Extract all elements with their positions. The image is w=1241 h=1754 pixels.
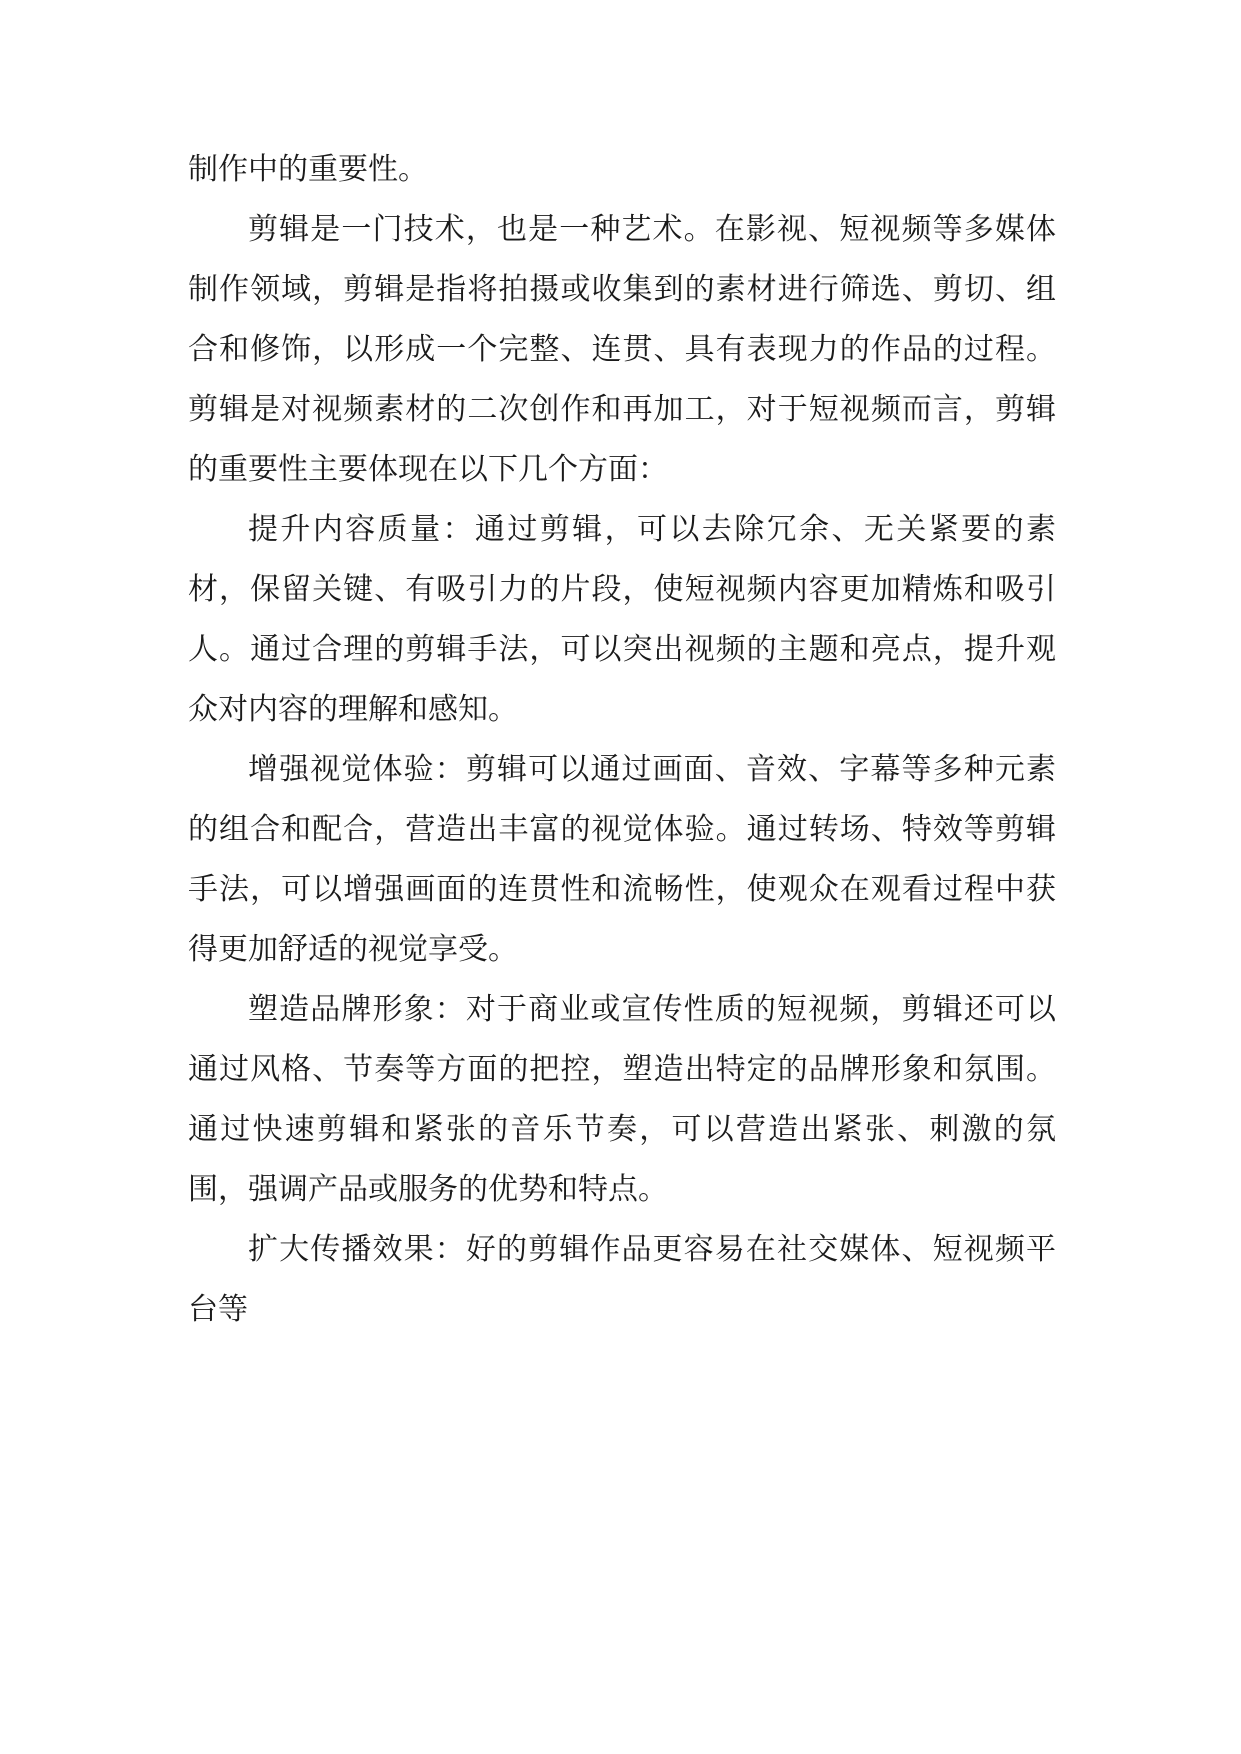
paragraph-continuation: 制作中的重要性。: [188, 152, 428, 187]
paragraph-visual-experience: 增强视觉体验：剪辑可以通过画面、音效、字幕等多种元素的组合和配合，营造出丰富的视觉体验。通过转场、特效等剪辑手法，可以增强画面的连贯性和流畅性，使观众在观看过程中获得更加舒适的视觉享受。: [188, 752, 1056, 967]
body-text: [188, 140, 1056, 1340]
paragraph-spread-effect: 扩大传播效果：好的剪辑作品更容易在社交媒体、短视频平台等: [188, 1232, 1056, 1327]
paragraph-content-quality: 提升内容质量：通过剪辑，可以去除冗余、无关紧要的素材，保留关键、有吸引力的片段，使短视频内容更加精炼和吸引人。通过合理的剪辑手法，可以突出视频的主题和亮点，提升观众对内容的理解和感知。: [188, 512, 1056, 727]
paragraph-brand-image: 塑造品牌形象：对于商业或宣传性质的短视频，剪辑还可以通过风格、节奏等方面的把控，塑造出特定的品牌形象和氛围。通过快速剪辑和紧张的音乐节奏，可以营造出紧张、刺激的氛围，强调产品或服务的优势和特点。: [188, 992, 1056, 1207]
paragraph-editing-intro: 剪辑是一门技术，也是一种艺术。在影视、短视频等多媒体制作领域，剪辑是指将拍摄或收集到的素材进行筛选、剪切、组合和修饰，以形成一个完整、连贯、具有表现力的作品的过程。剪辑是对视频素材的二次创作和再加工，对于短视频而言，剪辑的重要性主要体现在以下几个方面：: [188, 212, 1056, 487]
